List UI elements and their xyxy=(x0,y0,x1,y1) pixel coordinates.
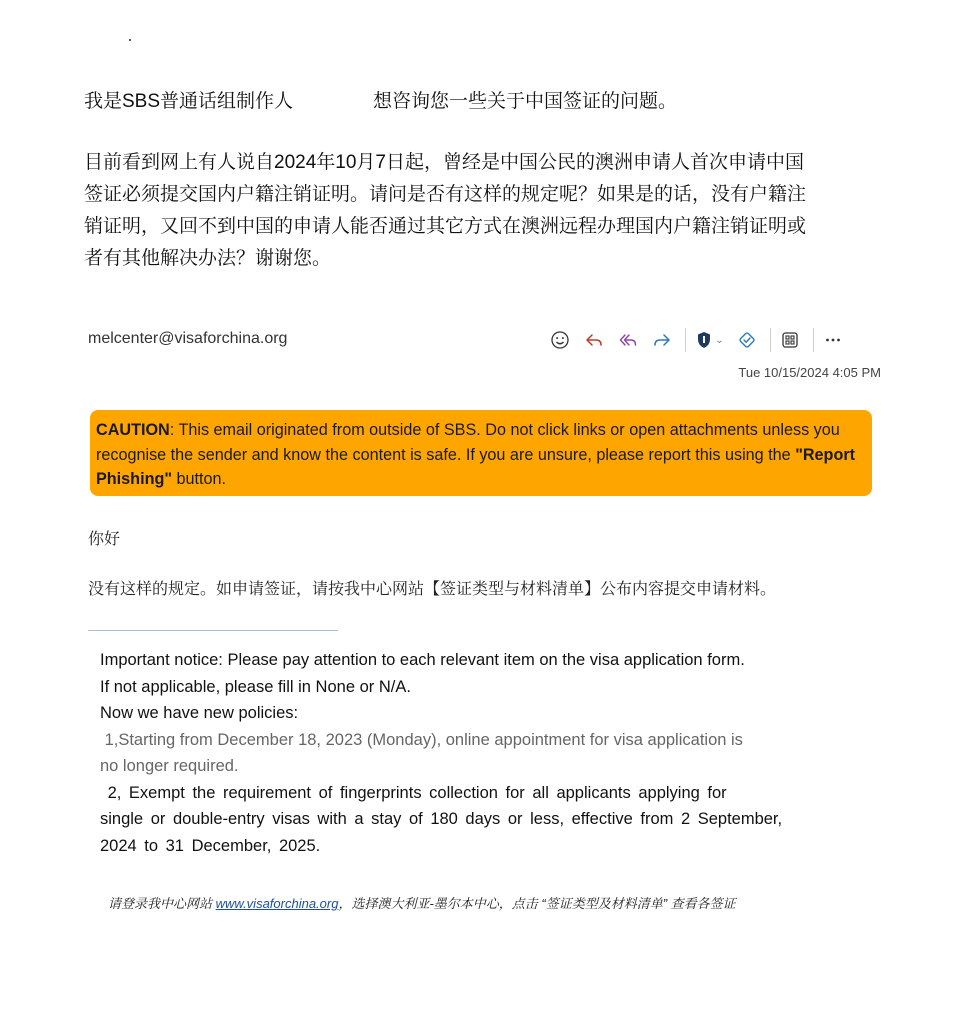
apps-button[interactable] xyxy=(775,326,805,354)
footer-note xyxy=(108,893,736,912)
question-line: 销证明，又回不到中国的申请人能否通过其它方式在澳洲远程办理国内户籍注销证明或 xyxy=(84,216,807,237)
forward-icon xyxy=(652,330,672,350)
visaforchina-link[interactable]: www.visaforchina.org xyxy=(215,896,339,911)
footer-suffix: ，选择澳大利亚-墨尔本中心，点击 “签证类型及材料清单” 查看各签证 xyxy=(338,896,736,911)
sender-address[interactable]: melcenter@visaforchina.org xyxy=(88,330,288,347)
signature-divider xyxy=(88,630,338,631)
important-notice xyxy=(100,647,870,859)
report-phishing-reference: "Report Phishing" xyxy=(96,445,856,488)
message-toolbar xyxy=(545,326,852,354)
notice-line: single or double-entry visas with a stay of 180 days or less, effective from 2 September, xyxy=(100,810,783,828)
reply-button[interactable] xyxy=(579,326,609,354)
caution-label: CAUTION xyxy=(96,421,170,439)
toolbar-separator xyxy=(685,328,686,352)
more-button[interactable] xyxy=(818,326,848,354)
question-paragraph xyxy=(84,147,924,275)
notice-line: no longer required. xyxy=(100,757,239,775)
toolbar-separator xyxy=(813,328,814,352)
reply-all-icon xyxy=(618,330,638,350)
notice-line: Now we have new policies: xyxy=(100,704,299,722)
reply-all-button[interactable] xyxy=(613,326,643,354)
forward-button[interactable] xyxy=(647,326,677,354)
notice-line: Important notice: Please pay attention to each relevant item on the visa application form. xyxy=(100,651,745,669)
question-line: 者有其他解决办法？谢谢您。 xyxy=(84,248,332,269)
question-line: 目前看到网上有人说自2024年10月7日起，曾经是中国公民的澳洲申请人首次申请中国 xyxy=(84,152,804,173)
more-icon xyxy=(823,330,843,350)
apps-icon xyxy=(780,330,800,350)
notice-line: 1,Starting from December 18, 2023 (Monday), online appointment for visa application is xyxy=(100,730,743,749)
caution-text: : This email originated from outside of SBS. Do not click links or open attachments unless you recognise the sender and know the content is safe. If you are unsure, please report this using the xyxy=(96,421,840,464)
answer-text: 没有这样的规定。如申请签证，请按我中心网站【签证类型与材料清单】公布内容提交申请材料。 xyxy=(88,581,777,598)
caution-banner xyxy=(90,410,872,496)
notice-line: If not applicable, please fill in None or N/A. xyxy=(100,677,411,696)
sensitivity-button[interactable] xyxy=(732,326,762,354)
toolbar-separator xyxy=(770,328,771,352)
question-line: 签证必须提交国内户籍注销证明。请问是否有这样的规定呢？如果是的话，没有户籍注 xyxy=(84,184,807,205)
reply-icon xyxy=(584,330,604,350)
emoji-icon xyxy=(550,330,570,350)
question-intro-part1: 我是SBS普通话组制作人 xyxy=(84,91,294,112)
notice-line: 2, Exempt the requirement of fingerprints collection for all applicants applying for xyxy=(100,783,727,802)
emoji-button[interactable] xyxy=(545,326,575,354)
question-intro-part2: 想咨询您一些关于中国签证的问题。 xyxy=(373,91,678,112)
greeting: 你好 xyxy=(88,531,121,548)
question-intro xyxy=(84,86,677,113)
sensitivity-icon xyxy=(737,330,757,350)
security-button[interactable] xyxy=(690,326,728,354)
email-timestamp: Tue 10/15/2024 4:05 PM xyxy=(738,365,881,380)
caution-text-end: button. xyxy=(172,470,227,488)
footer-prefix: 请登录我中心网站 xyxy=(108,896,216,911)
notice-line: 2024 to 31 December, 2025. xyxy=(100,836,321,855)
speck xyxy=(129,39,131,41)
shield-icon xyxy=(694,330,714,350)
chevron-down-icon: ⌄ xyxy=(715,334,724,346)
